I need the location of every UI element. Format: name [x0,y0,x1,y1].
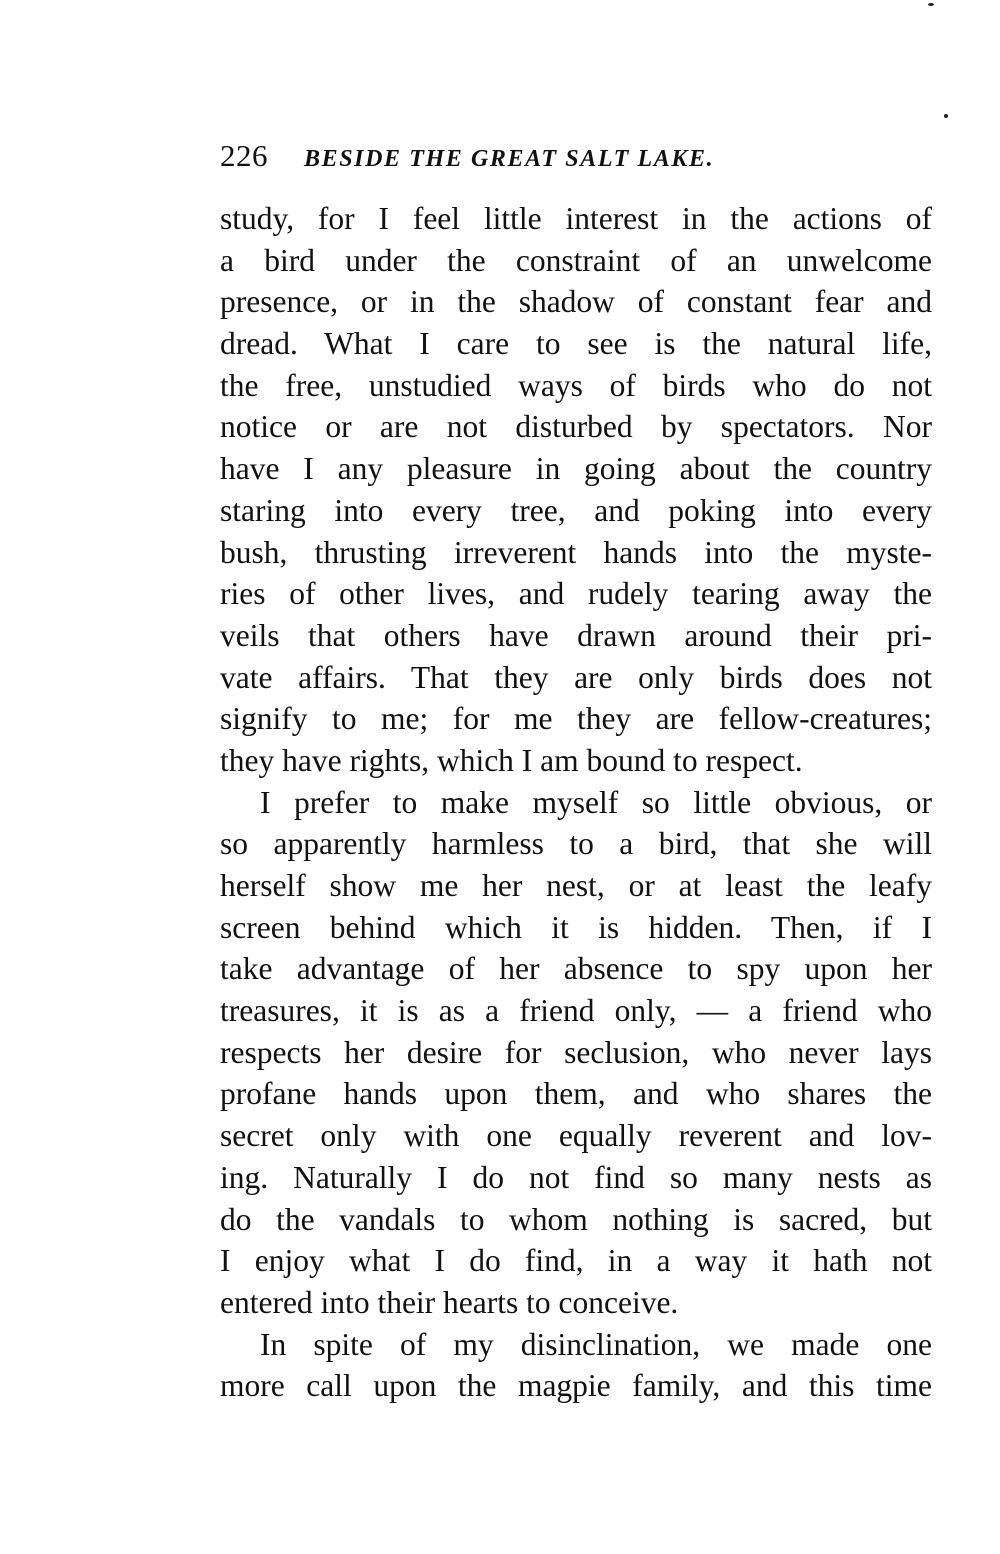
text-line: profane hands upon them, and who shares the [220,1076,932,1112]
text-line: dread. What I care to see is the natural life, [220,326,932,362]
running-title: BESIDE THE GREAT SALT LAKE. [304,146,715,172]
text-line: I enjoy what I do find, in a way it hath not [220,1243,932,1279]
text-line: respects her desire for seclusion, who never lays [220,1034,932,1070]
text-line: do the vandals to whom nothing is sacred, but [220,1201,932,1237]
text-line: herself show me her nest, or at least the leafy [220,868,932,903]
scan-speck [944,114,948,118]
text-line: have I any pleasure in going about the country [220,451,932,487]
text-line: take advantage of her absence to spy upon her [220,951,932,987]
text-line: I prefer to make myself so little obvious, or [260,784,932,820]
running-head [220,138,930,182]
text-line: more call upon the magpie family, and this time [220,1368,932,1404]
text-line: In spite of my disinclination, we made one [260,1326,932,1362]
text-line: a bird under the constraint of an unwelcome [220,242,932,278]
body-text [220,198,932,1407]
paragraph-3 [220,1324,932,1407]
paragraph-1 [220,198,932,782]
text-line: ries of other lives, and rudely tearing away the [220,576,932,612]
text-line: they have rights, which I am bound to respect. [220,742,803,778]
page-number: 226 [220,138,268,173]
text-line: screen behind which it is hidden. Then, if I [220,909,932,945]
text-line: veils that others have drawn around their pri- [220,617,932,653]
text-line: presence, or in the shadow of constant fear and [220,284,932,320]
text-line: vate affairs. That they are only birds does not [220,659,932,695]
text-line: the free, unstudied ways of birds who do not [220,367,932,403]
text-line: notice or are not disturbed by spectators. Nor [220,409,932,445]
text-line: secret only with one equally reverent and lov- [220,1118,932,1154]
scan-speck [928,3,934,6]
text-line: bush, thrusting irreverent hands into the myste- [220,534,932,570]
text-line: so apparently harmless to a bird, that she will [220,826,932,862]
text-line: study, for I feel little interest in the actions of [220,201,932,236]
text-line: entered into their hearts to conceive. [220,1284,679,1320]
text-line: staring into every tree, and poking into every [220,492,932,528]
paragraph-2 [220,782,932,1324]
text-line: ing. Naturally I do not find so many nests as [220,1159,932,1195]
text-line: signify to me; for me they are fellow-creatures; [220,701,932,737]
text-line: treasures, it is as a friend only, — a friend who [220,993,932,1029]
